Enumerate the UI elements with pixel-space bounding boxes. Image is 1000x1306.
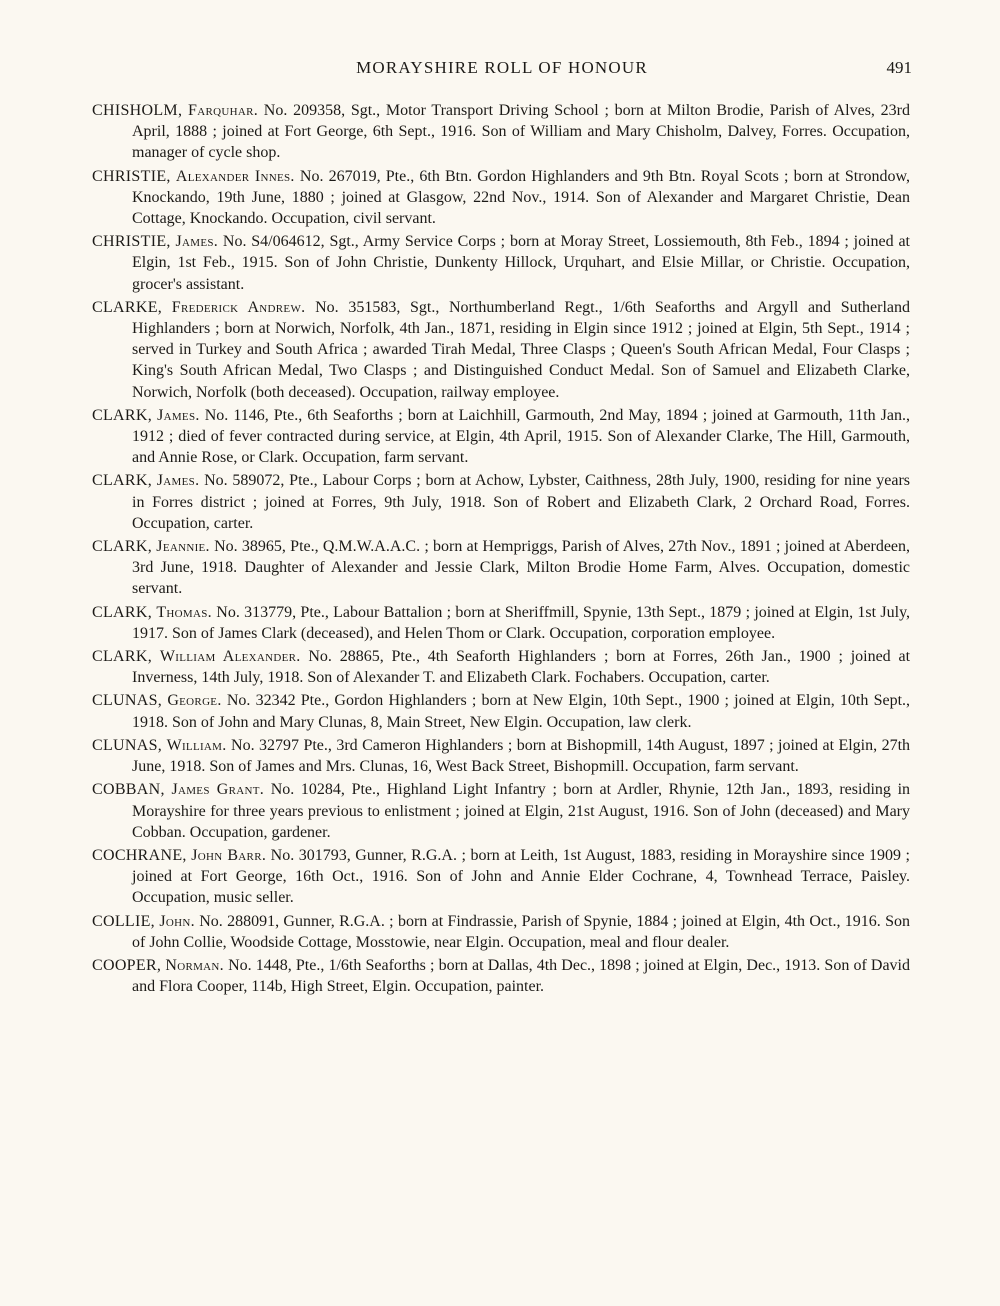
- entry-text: No. 32797 Pte., 3rd Cameron Highlanders ; born at Bishopmill, 14th August, 1897 ; joined at Elgin, 27th June, 1918. Son of James and Mrs. Clunas, 16, West Back Street, Bishopmill. Occupation, farm servant.: [132, 736, 911, 776]
- entry-text: No. 28865, Pte., 4th Seaforth Highlanders ; born at Forres, 26th Jan., 1900 ; joined at Inverness, 14th July, 1918. Son of Alexander T. and Elizabeth Clark. Fochabers. Occupation, carter.: [132, 648, 911, 687]
- entry-surname: CLUNAS,: [92, 692, 163, 710]
- roll-entry: [92, 231, 910, 295]
- entry-surname: COOPER,: [92, 956, 162, 974]
- roll-entry: [92, 646, 910, 688]
- entry-text: No. S4/064612, Sgt., Army Service Corps ; born at Moray Street, Lossiemouth, 8th Feb., 1894 ; joined at Elgin, 1st Feb., 1915. Son of John Christie, Dunkenty Hillock, Urquhart, and Elsie Millar, or Christie. Occupation, grocer's assistant.: [132, 233, 911, 293]
- entry-given-name: James Grant.: [171, 781, 265, 799]
- roll-entry: [92, 690, 910, 732]
- entry-text: No. 313779, Pte., Labour Battalion ; born at Sheriffmill, Spynie, 13th Sept., 1879 ; joined at Elgin, 1st July, 1917. Son of James Clark (deceased), and Helen Thom or Clark. Occupation, corporation employee.: [132, 603, 911, 642]
- roll-entry: [92, 166, 910, 230]
- roll-entry: [92, 911, 910, 953]
- running-title: MORAYSHIRE ROLL OF HONOUR: [356, 58, 648, 77]
- entry-text: No. 1448, Pte., 1/6th Seaforths ; born at Dallas, 4th Dec., 1898 ; joined at Elgin, Dec., 1913. Son of David and Flora Cooper, 114b, High Street, Elgin. Occupation, painter.: [132, 956, 911, 996]
- entry-text: No. 1146, Pte., 6th Seaforths ; born at Laichhill, Garmouth, 2nd May, 1894 ; joined at Garmouth, 11th Jan., 1912 ; died of fever contracted during service, at Elgin, 4th April, 1915. Son of Alexander Clarke, The Hill, Garmouth, and Annie Rose, or Clark. Occupation, farm servant.: [132, 406, 911, 467]
- entry-given-name: James.: [157, 406, 200, 424]
- entry-text: No. 38965, Pte., Q.M.W.A.A.C. ; born at Hempriggs, Parish of Alves, 27th Nov., 1891 ; joined at Aberdeen, 3rd June, 1918. Daughter of Alexander and Jessie Clark, Milton Brodie Home Farm, Alves. Occupation, domestic servant.: [132, 538, 911, 598]
- entry-given-name: James.: [175, 233, 219, 251]
- entry-text: No. 10284, Pte., Highland Light Infantry ; born at Ardler, Rhynie, 12th Jan., 1893, residing in Morayshire for three years previous to enlistment ; joined at Elgin, 21st August, 1916. Son of John (deceased) and Mary Cobban. Occupation, gardener.: [132, 781, 911, 841]
- entry-surname: CLARKE,: [92, 298, 163, 316]
- entry-given-name: Frederick Andrew.: [171, 298, 306, 316]
- entry-surname: COLLIE,: [92, 912, 155, 930]
- entry-given-name: John.: [159, 912, 195, 930]
- entry-surname: CLARK,: [92, 472, 153, 490]
- entry-surname: CHRISTIE,: [92, 167, 171, 185]
- entry-text: No. 209358, Sgt., Motor Transport Driving School ; born at Milton Brodie, Parish of Alves, 23rd April, 1888 ; joined at Fort George, 6th Sept., 1916. Son of William and Mary Chisholm, Dalvey, Forres. Occupation, manager of cycle shop.: [132, 102, 911, 162]
- roll-entry: [92, 735, 910, 777]
- entry-text: No. 267019, Pte., 6th Btn. Gordon Highlanders and 9th Btn. Royal Scots ; born at Strondow, Knockando, 19th June, 1880 ; joined at Glasgow, 22nd Nov., 1914. Son of Alexander and Margaret Christie, Dean Cottage, Knockando. Occupation, civil servant.: [132, 167, 911, 228]
- entry-surname: CLARK,: [92, 538, 153, 556]
- entry-surname: COBBAN,: [92, 781, 165, 799]
- entry-given-name: Norman.: [165, 956, 224, 974]
- roll-entry: [92, 405, 910, 469]
- entry-given-name: James.: [156, 472, 200, 490]
- page-header: [92, 56, 912, 82]
- entry-surname: CLARK,: [92, 603, 153, 621]
- entry-text: No. 589072, Pte., Labour Corps ; born at Achow, Lybster, Caithness, 28th July, 1900, residing for nine years in Forres district ; joined at Forres, 9th July, 1918. Son of Robert and Elizabeth Clark, 2 Orchard Road, Forres. Occupation, carter.: [132, 472, 911, 532]
- entry-text: No. 288091, Gunner, R.G.A. ; born at Findrassie, Parish of Spynie, 1884 ; joined at Elgin, 4th Oct., 1916. Son of John Collie, Woodside Cottage, Mosstowie, near Elgin. Occupation, meal and flour dealer.: [132, 912, 911, 951]
- page-number: 491: [886, 58, 912, 77]
- entry-given-name: Farquhar.: [188, 102, 259, 119]
- entry-surname: CHRISTIE,: [92, 233, 171, 251]
- entry-given-name: Thomas.: [156, 603, 212, 621]
- entry-surname: CLARK,: [92, 648, 153, 666]
- roll-entries: [92, 100, 910, 999]
- entry-given-name: John Barr.: [191, 846, 267, 864]
- entry-surname: CLUNAS,: [92, 736, 163, 754]
- entry-given-name: George.: [167, 692, 222, 710]
- entry-given-name: William.: [166, 736, 227, 754]
- entry-text: No. 32342 Pte., Gordon Highlanders ; born at New Elgin, 10th Sept., 1900 ; joined at Elgin, 10th Sept., 1918. Son of John and Mary Clunas, 8, Main Street, New Elgin. Occupation, law clerk.: [132, 692, 911, 731]
- roll-entry: [92, 602, 910, 644]
- roll-entry: [92, 955, 910, 997]
- entry-given-name: Alexander Innes.: [175, 167, 295, 185]
- entry-given-name: William Alexander.: [159, 648, 301, 666]
- roll-entry: [92, 297, 910, 403]
- roll-entry: [92, 100, 910, 164]
- roll-entry: [92, 845, 910, 909]
- roll-entry: [92, 536, 910, 600]
- entry-given-name: Jeannie.: [156, 538, 210, 556]
- roll-entry: [92, 470, 910, 534]
- entry-text: No. 351583, Sgt., Northumberland Regt., 1/6th Seaforths and Argyll and Sutherland Highlanders ; born at Norwich, Norfolk, 4th Jan., 1871, residing in Elgin since 1912 ; joined at Elgin, 5th Sept., 1914 ; served in Turkey and South Africa ; awarded Tirah Medal, Three Clasps ; Queen's South African Medal, Four Clasps ; King's South African Medal, Two Clasps ; and Distinguished Conduct Medal. Son of Samuel and Elizabeth Clarke, Norwich, Norfolk (both deceased). Occupation, railway employee.: [132, 298, 911, 401]
- entry-surname: CHISHOLM,: [92, 102, 183, 119]
- entry-surname: CLARK,: [92, 406, 153, 424]
- entry-text: No. 301793, Gunner, R.G.A. ; born at Leith, 1st August, 1883, residing in Morayshire since 1909 ; joined at Fort George, 16th Oct., 1916. Son of John and Annie Elder Cochrane, 4, Townhead Terrace, Paisley. Occupation, music seller.: [132, 846, 910, 907]
- roll-entry: [92, 779, 910, 843]
- entry-surname: COCHRANE,: [92, 846, 187, 864]
